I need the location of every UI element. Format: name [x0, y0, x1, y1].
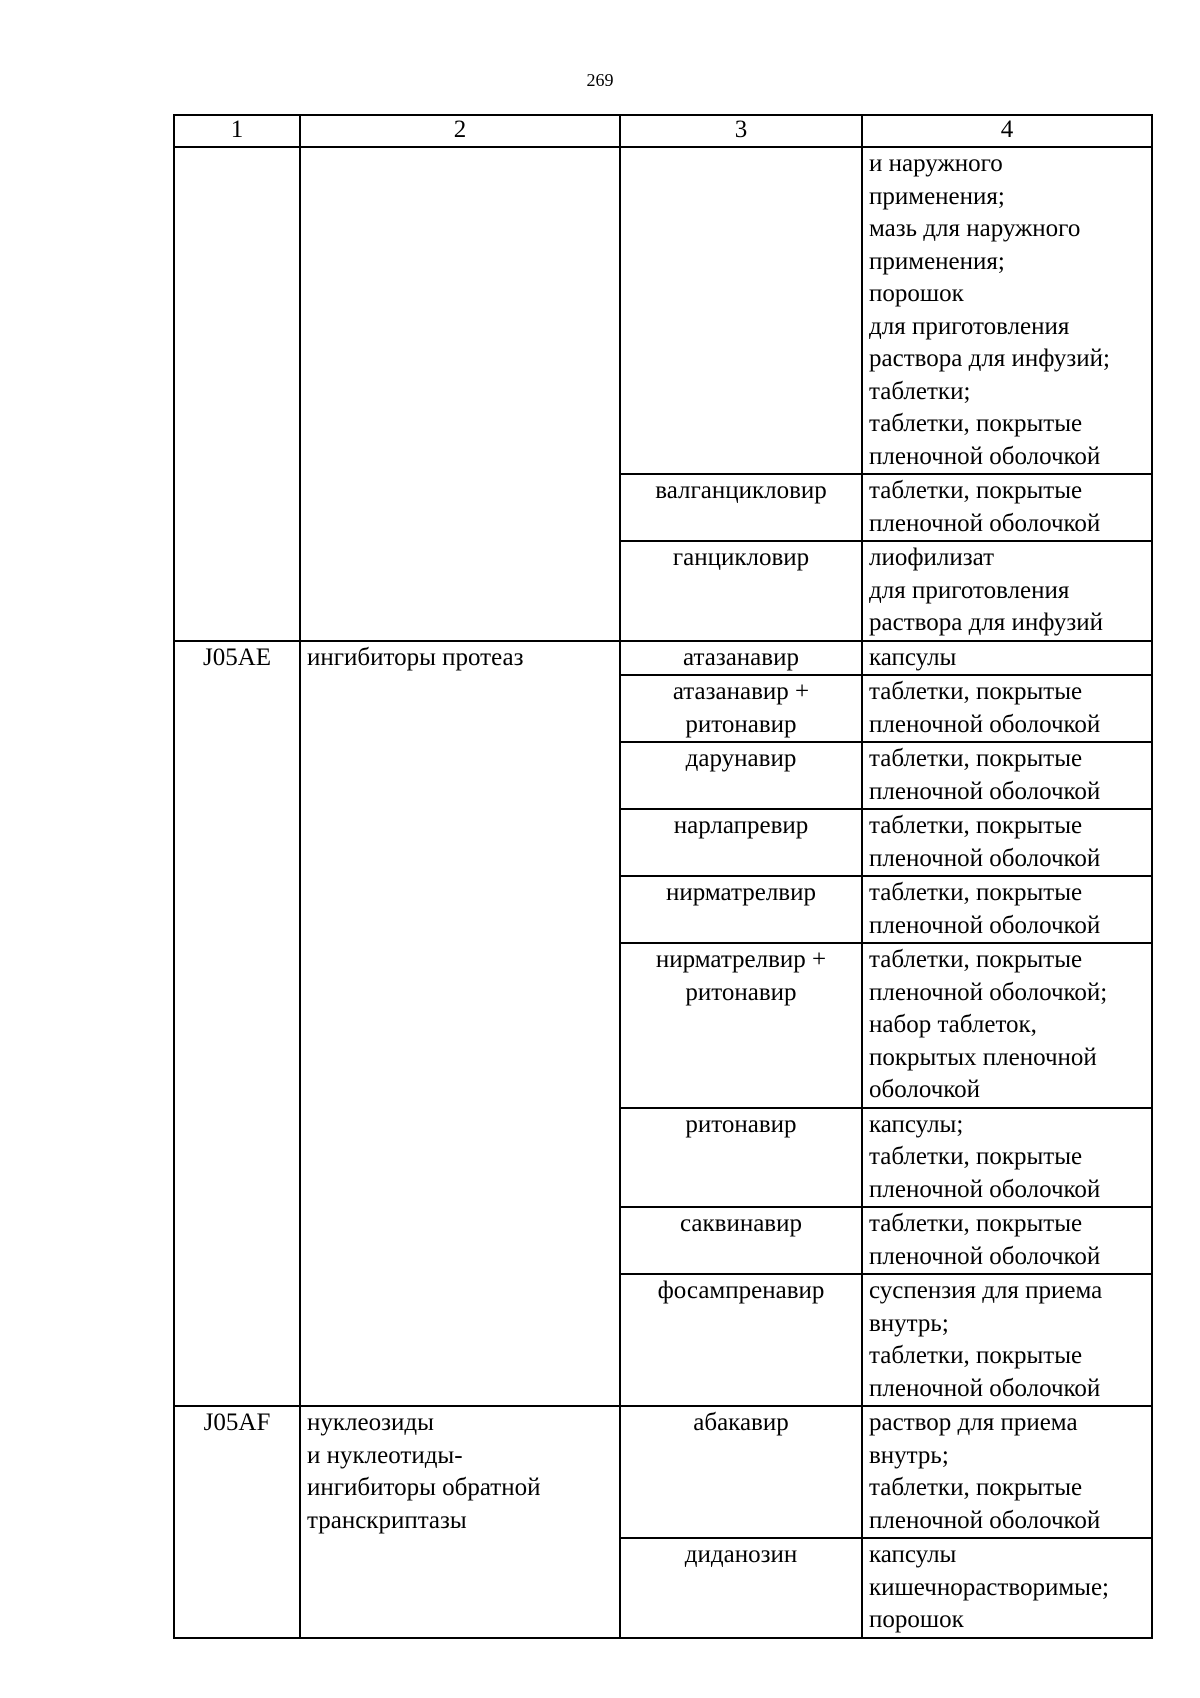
inn-name: ритонавир [685, 710, 797, 738]
dosage-form-cell [862, 943, 1152, 1108]
inn-cell [620, 1406, 862, 1538]
dosage-form-line: применения; [869, 182, 1005, 210]
inn-name: атазанавир + [672, 678, 810, 705]
dosage-form-line: пленочной оболочкой; [869, 978, 1108, 1006]
dosage-form-line: таблетки, покрытые [869, 1342, 1083, 1369]
dosage-form-line: порошок [869, 1606, 964, 1633]
header-row [174, 115, 1152, 147]
dosage-form-cell [862, 641, 1152, 676]
dosage-form-line: применения; [869, 247, 1005, 275]
dosage-form-cell [862, 1108, 1152, 1208]
group-name-line: ингибиторы обратной [307, 1474, 541, 1501]
inn-name: валганцикловир [655, 477, 827, 504]
inn-cell [620, 809, 862, 876]
inn-cell [620, 641, 862, 676]
table-body [174, 147, 1152, 1638]
atc-code-cell [174, 1406, 300, 1638]
inn-name: абакавир [693, 1409, 789, 1436]
group-name-cell [300, 1406, 620, 1638]
dosage-form-cell [862, 1406, 1152, 1538]
dosage-form-cell [862, 1538, 1152, 1638]
inn-name: ритонавир [685, 978, 797, 1006]
dosage-form-cell [862, 474, 1152, 541]
inn-cell [620, 1274, 862, 1406]
inn-name: нирматрелвир [666, 879, 816, 906]
column-header: 1 [174, 115, 300, 147]
inn-cell [620, 943, 862, 1108]
table-row [174, 147, 1152, 474]
inn-cell [620, 541, 862, 641]
inn-name: нирматрелвир + [655, 946, 827, 973]
dosage-form-line: таблетки, покрытые [869, 1474, 1083, 1501]
dosage-form-line: пленочной оболочкой [869, 442, 1101, 470]
atc-code: J05AF [203, 1409, 271, 1436]
dosage-form-line: внутрь; [869, 1441, 949, 1469]
dosage-form-line: пленочной оболочкой [869, 844, 1101, 872]
group-name-line: ингибиторы протеаз [307, 643, 524, 671]
dosage-form-line: внутрь; [869, 1309, 949, 1337]
group-name-line: нуклеозиды [307, 1409, 434, 1436]
group-name-cell [300, 147, 620, 641]
inn-name: диданозин [684, 1541, 798, 1568]
dosage-form-cell [862, 541, 1152, 641]
dosage-form-cell [862, 809, 1152, 876]
dosage-form-line: пленочной оболочкой [869, 911, 1101, 939]
atc-code-cell [174, 147, 300, 641]
dosage-form-line: кишечнорастворимые; [869, 1573, 1109, 1601]
inn-cell [620, 742, 862, 809]
dosage-form-line: оболочкой [869, 1076, 981, 1103]
dosage-form-line: таблетки, покрытые [869, 477, 1083, 504]
dosage-form-line: покрытых пленочной [869, 1043, 1097, 1071]
dosage-form-line: таблетки, покрытые [869, 946, 1083, 973]
dosage-form-cell [862, 1274, 1152, 1406]
inn-cell [620, 147, 862, 474]
dosage-form-cell [862, 147, 1152, 474]
inn-name: фосампренавир [657, 1277, 825, 1304]
atc-code-cell [174, 641, 300, 1407]
dosage-form-line: лиофилизат [869, 544, 995, 571]
dosage-form-line: таблетки; [869, 377, 971, 405]
inn-cell [620, 876, 862, 943]
page-number: 269 [586, 70, 614, 90]
dosage-form-line: пленочной оболочкой [869, 1506, 1101, 1534]
inn-cell [620, 474, 862, 541]
inn-name: ритонавир [685, 1110, 797, 1138]
dosage-form-line: пленочной оболочкой [869, 710, 1101, 738]
group-name-line: транскриптазы [307, 1506, 467, 1534]
inn-cell [620, 675, 862, 742]
dosage-form-line: пленочной оболочкой [869, 509, 1101, 537]
inn-name: ганцикловир [672, 544, 810, 571]
dosage-form-line: таблетки, покрытые [869, 745, 1083, 772]
dosage-form-line: капсулы [869, 1541, 957, 1568]
inn-name: дарунавир [685, 745, 797, 772]
dosage-form-line: для приготовления [869, 312, 1070, 340]
group-name-line: и нуклеотиды- [307, 1441, 463, 1469]
dosage-form-cell [862, 675, 1152, 742]
dosage-form-line: капсулы [869, 643, 957, 671]
dosage-form-cell [862, 876, 1152, 943]
dosage-form-line: раствора для инфузий; [869, 345, 1110, 372]
dosage-form-line: пленочной оболочкой [869, 1374, 1101, 1402]
dosage-form-line: набор таблеток, [869, 1011, 1037, 1038]
inn-name: саквинавир [680, 1210, 802, 1237]
table-row [174, 1406, 1152, 1538]
column-header: 4 [862, 115, 1152, 147]
dosage-form-line: таблетки, покрытые [869, 812, 1083, 839]
dosage-form-line: таблетки, покрытые [869, 1210, 1083, 1237]
column-header: 3 [620, 115, 862, 147]
drug-table [173, 114, 1153, 1639]
inn-cell [620, 1108, 862, 1208]
dosage-form-line: пленочной оболочкой [869, 1175, 1101, 1203]
inn-cell [620, 1207, 862, 1274]
atc-code: J05AE [202, 643, 272, 671]
dosage-form-line: таблетки, покрытые [869, 1143, 1083, 1170]
dosage-form-line: таблетки, покрытые [869, 879, 1083, 906]
column-header: 2 [300, 115, 620, 147]
inn-name: атазанавир [683, 643, 799, 671]
dosage-form-line: капсулы; [869, 1110, 964, 1138]
inn-name: нарлапревир [673, 812, 809, 839]
dosage-form-line: таблетки, покрытые [869, 678, 1083, 705]
dosage-form-line: и наружного [869, 150, 1003, 177]
dosage-form-cell [862, 1207, 1152, 1274]
dosage-form-line: раствор для приема [869, 1409, 1078, 1436]
inn-cell [620, 1538, 862, 1638]
group-name-cell [300, 641, 620, 1407]
dosage-form-line: для приготовления [869, 576, 1070, 604]
dosage-form-line: пленочной оболочкой [869, 777, 1101, 805]
table-row [174, 641, 1152, 676]
dosage-form-cell [862, 742, 1152, 809]
dosage-form-line: мазь для наружного [869, 215, 1081, 242]
dosage-form-line: суспензия для приема [869, 1277, 1103, 1304]
dosage-form-line: пленочной оболочкой [869, 1242, 1101, 1270]
dosage-form-line: порошок [869, 280, 964, 307]
dosage-form-line: раствора для инфузий [869, 609, 1104, 636]
dosage-form-line: таблетки, покрытые [869, 410, 1083, 437]
